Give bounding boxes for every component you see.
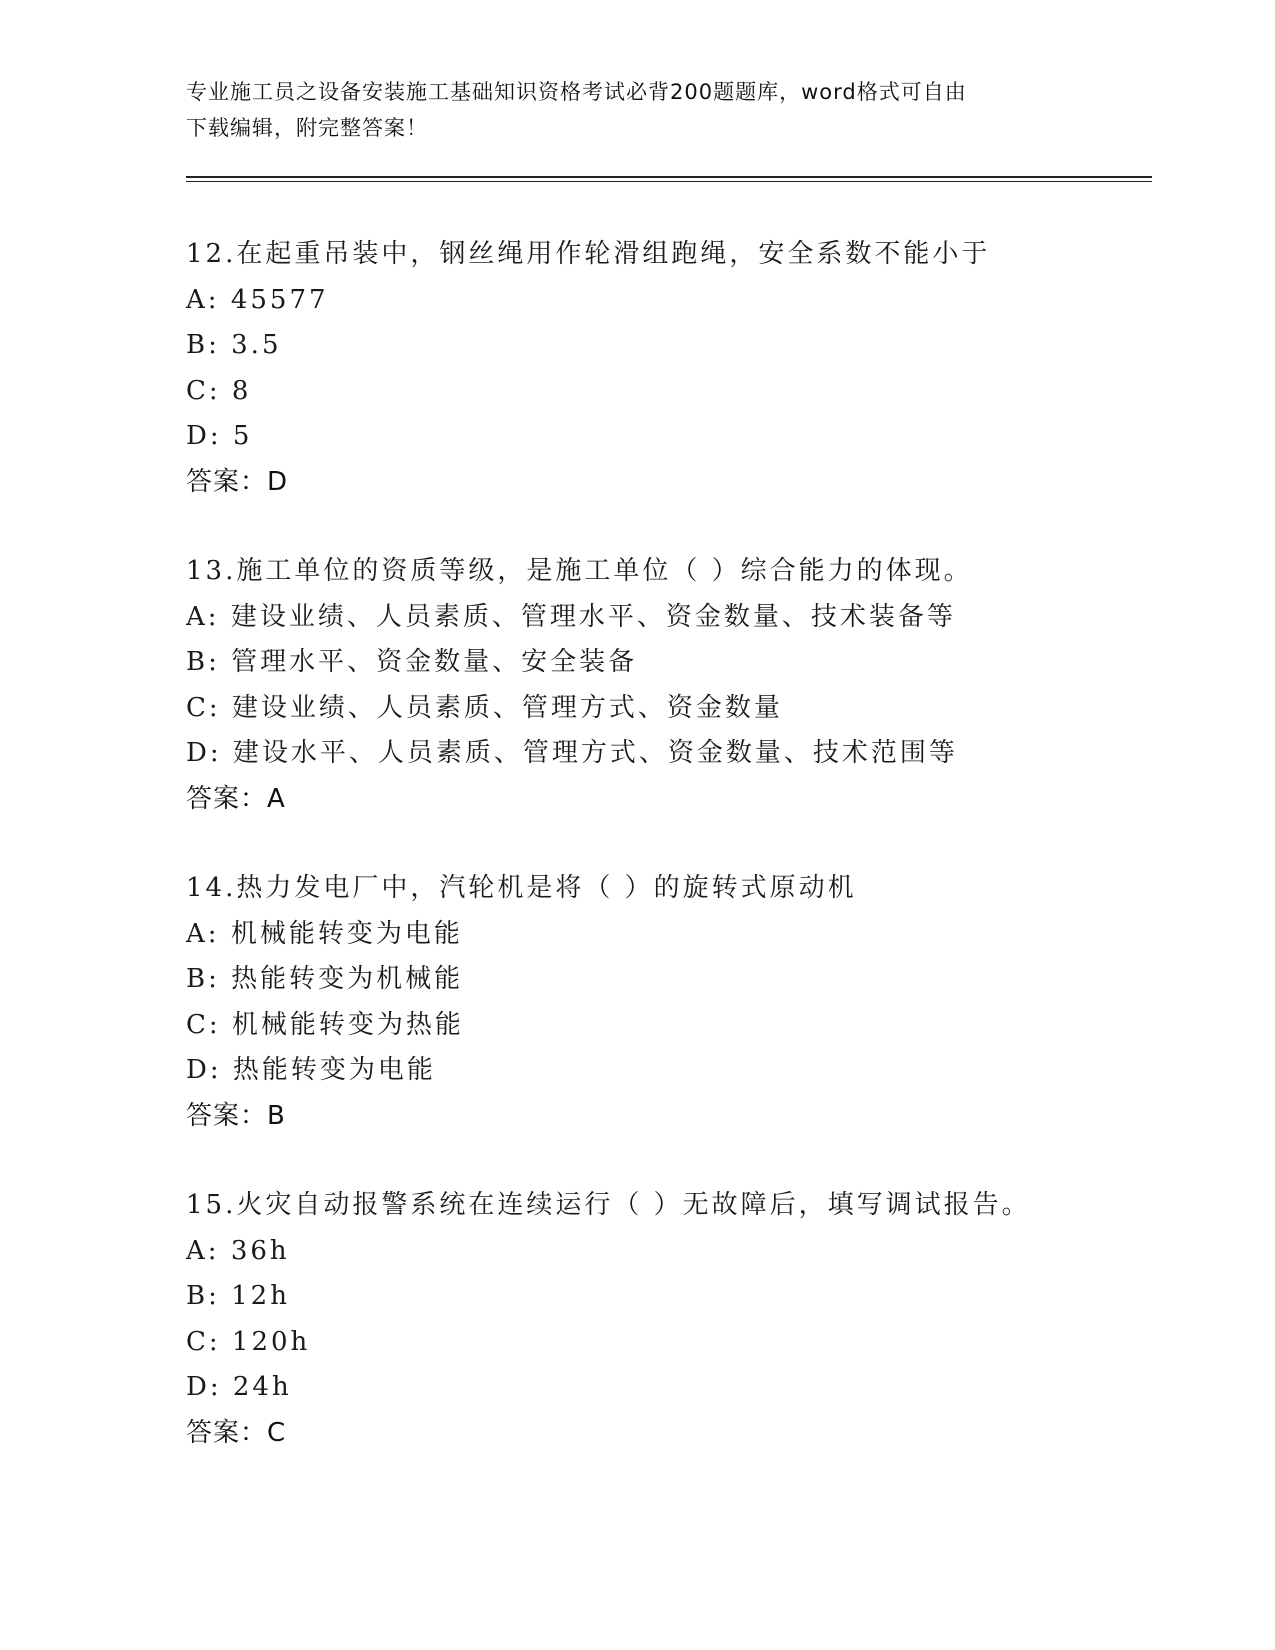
option-text: 热能转变为机械能 xyxy=(231,964,464,994)
option-label: D: xyxy=(186,1372,222,1402)
option-label: C: xyxy=(186,375,221,406)
option-c xyxy=(186,1003,1166,1049)
header-title-line-2: 下载编辑，附完整答案！ xyxy=(186,116,428,140)
option-b xyxy=(186,323,1166,369)
option-c xyxy=(186,1320,1166,1366)
option-label: A: xyxy=(186,601,220,632)
question-stem: 14.热力发电厂中，汽轮机是将（ ）的旋转式原动机 xyxy=(186,873,857,903)
option-label: C: xyxy=(186,1009,221,1040)
option-b xyxy=(186,957,1166,1003)
answer-line: 答案：A xyxy=(186,783,286,814)
option-a xyxy=(186,1229,1166,1275)
option-d xyxy=(186,1365,1166,1411)
question-stem: 12.在起重吊装中，钢丝绳用作轮滑组跑绳，安全系数不能小于 xyxy=(186,239,991,269)
option-text: 建设业绩、人员素质、管理方式、资金数量 xyxy=(231,692,783,723)
question-stem: 15.火灾自动报警系统在连续运行（ ）无故障后，填写调试报告。 xyxy=(186,1190,1031,1220)
option-text: 热能转变为电能 xyxy=(232,1055,436,1085)
option-text: 120h xyxy=(231,1326,311,1357)
option-label: B: xyxy=(186,1281,220,1311)
option-a xyxy=(186,595,1166,641)
header-title-line-1: 专业施工员之设备安装施工基础知识资格考试必背200题题库，word格式可自由 xyxy=(186,80,967,104)
option-text: 12h xyxy=(231,1281,290,1311)
option-c xyxy=(186,686,1166,732)
option-text: 5 xyxy=(232,421,253,451)
option-text: 45577 xyxy=(230,284,329,315)
option-d xyxy=(186,414,1166,460)
question-12 xyxy=(186,232,1166,505)
document-header xyxy=(186,74,1066,146)
option-text: 管理水平、资金数量、安全装备 xyxy=(231,647,638,677)
option-text: 24h xyxy=(232,1372,292,1402)
option-text: 3.5 xyxy=(231,330,282,360)
option-label: B: xyxy=(186,330,220,360)
option-label: A: xyxy=(186,284,220,315)
option-text: 建设水平、人员素质、管理方式、资金数量、技术范围等 xyxy=(232,738,958,768)
question-list xyxy=(186,232,1166,1500)
option-label: D: xyxy=(186,1055,222,1085)
option-text: 机械能转变为热能 xyxy=(231,1009,464,1040)
option-text: 建设业绩、人员素质、管理水平、资金数量、技术装备等 xyxy=(230,601,956,632)
question-stem: 13.施工单位的资质等级，是施工单位（ ）综合能力的体现。 xyxy=(186,556,973,586)
answer-line: 答案：C xyxy=(186,1417,287,1448)
option-a xyxy=(186,912,1166,958)
option-d xyxy=(186,731,1166,777)
option-b xyxy=(186,1274,1166,1320)
option-label: B: xyxy=(186,647,220,677)
option-d xyxy=(186,1048,1166,1094)
option-label: C: xyxy=(186,692,221,723)
option-label: D: xyxy=(186,738,222,768)
option-label: B: xyxy=(186,964,220,994)
option-label: C: xyxy=(186,1326,221,1357)
option-text: 8 xyxy=(231,375,252,406)
option-text: 36h xyxy=(230,1235,290,1266)
option-label: D: xyxy=(186,421,222,451)
header-divider-thin xyxy=(186,181,1152,182)
option-a xyxy=(186,278,1166,324)
question-15 xyxy=(186,1183,1166,1456)
question-13 xyxy=(186,549,1166,822)
answer-line: 答案：B xyxy=(186,1100,286,1131)
option-text: 机械能转变为电能 xyxy=(230,918,463,949)
option-c xyxy=(186,369,1166,415)
question-14 xyxy=(186,866,1166,1139)
option-label: A: xyxy=(186,1235,220,1266)
header-divider xyxy=(186,176,1152,178)
answer-line: 答案：D xyxy=(186,466,289,497)
option-b xyxy=(186,640,1166,686)
option-label: A: xyxy=(186,918,220,949)
